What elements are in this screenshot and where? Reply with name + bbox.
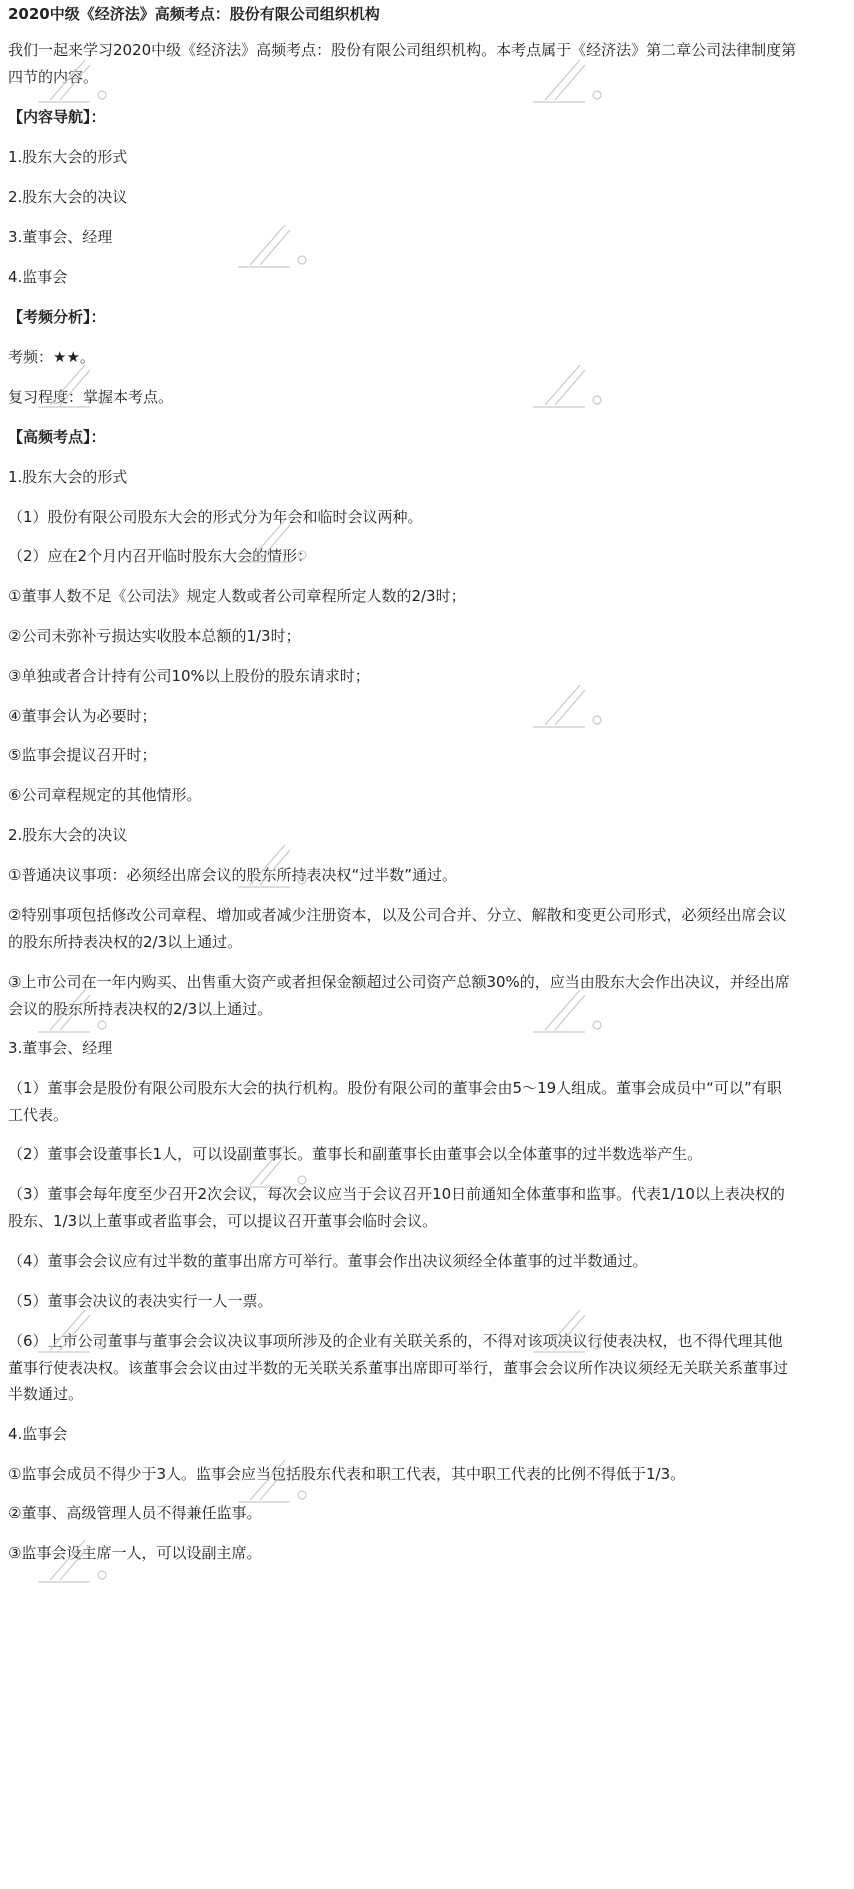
nav-item: 4.监事会 [8, 268, 68, 286]
paragraph-continued: 股东、1/3以上董事或者监事会，可以提议召开董事会临时会议。 [8, 1212, 438, 1230]
paragraph: （6）上市公司董事与董事会会议决议事项所涉及的企业有关联关系的，不得对该项决议行使表决权，也不得代理其他 [8, 1332, 783, 1350]
paragraph: （3）董事会每年度至少召开2次会议，每次会议应当于会议召开10日前通知全体董事和监事。代表1/10以上表决权的 [8, 1185, 785, 1203]
review-line: 复习程度：掌握本考点。 [8, 388, 174, 406]
paragraph: （2）应在2个月内召开临时股东大会的情形： [8, 547, 313, 565]
nav-item: 1.股东大会的形式 [8, 148, 128, 166]
paragraph-continued: 半数通过。 [8, 1385, 84, 1403]
paragraph: （4）董事会会议应有过半数的董事出席方可举行。董事会作出决议须经全体董事的过半数通过。 [8, 1252, 648, 1270]
nav-heading: 【内容导航】： [8, 108, 106, 126]
list-item: ⑤监事会提议召开时； [8, 746, 157, 764]
list-item: ②董事、高级管理人员不得兼任监事。 [8, 1504, 262, 1522]
list-item: ③上市公司在一年内购买、出售重大资产或者担保金额超过公司资产总额30%的，应当由股东大会作出决议，并经出席 [8, 973, 790, 991]
section-heading: 1.股东大会的形式 [8, 468, 128, 486]
nav-item: 2.股东大会的决议 [8, 188, 128, 206]
paragraph-continued: 董事行使表决权。该董事会会议由过半数的无关联关系董事出席即可举行，董事会会议所作决议须经无关联关系董事过 [8, 1359, 789, 1377]
paragraph: （1）股份有限公司股东大会的形式分为年会和临时会议两种。 [8, 508, 423, 526]
paragraph: （5）董事会决议的表决实行一人一票。 [8, 1292, 273, 1310]
freq-line: 考频：★★。 [8, 348, 95, 366]
paragraph: （1）董事会是股份有限公司股东大会的执行机构。股份有限公司的董事会由5～19人组成。董事会成员中“可以”有职 [8, 1079, 782, 1097]
list-item: ②公司未弥补亏损达实收股本总额的1/3时； [8, 627, 301, 645]
article-title: 2020中级《经济法》高频考点：股份有限公司组织机构 [8, 5, 380, 23]
intro-line-2: 四节的内容。 [8, 68, 99, 86]
section-heading: 4.监事会 [8, 1425, 68, 1443]
list-item: ⑥公司章程规定的其他情形。 [8, 786, 202, 804]
section-heading: 3.董事会、经理 [8, 1039, 113, 1057]
list-item: ②特别事项包括修改公司章程、增加或者减少注册资本，以及公司合并、分立、解散和变更公司形式，必须经出席会议 [8, 906, 787, 924]
nav-item: 3.董事会、经理 [8, 228, 113, 246]
list-item: ③单独或者合计持有公司10%以上股份的股东请求时； [8, 667, 370, 685]
list-item: ①董事人数不足《公司法》规定人数或者公司章程所定人数的2/3时； [8, 587, 466, 605]
list-item-continued: 的股东所持表决权的2/3以上通过。 [8, 933, 243, 951]
list-item: ①监事会成员不得少于3人。监事会应当包括股东代表和职工代表，其中职工代表的比例不得低于1/3。 [8, 1465, 686, 1483]
points-heading: 【高频考点】： [8, 428, 106, 446]
freq-heading: 【考频分析】： [8, 308, 106, 326]
list-item: ③监事会设主席一人，可以设副主席。 [8, 1544, 262, 1562]
intro-line-1: 我们一起来学习2020中级《经济法》高频考点：股份有限公司组织机构。本考点属于《经济法》第二章公司法律制度第 [8, 41, 797, 59]
section-heading: 2.股东大会的决议 [8, 826, 128, 844]
list-item-continued: 会议的股东所持表决权的2/3以上通过。 [8, 1000, 273, 1018]
list-item: ①普通决议事项：必须经出席会议的股东所持表决权“过半数”通过。 [8, 866, 457, 884]
list-item: ④董事会认为必要时； [8, 707, 157, 725]
paragraph: （2）董事会设董事长1人，可以设副董事长。董事长和副董事长由董事会以全体董事的过半数选举产生。 [8, 1145, 703, 1163]
paragraph-continued: 工代表。 [8, 1106, 69, 1124]
